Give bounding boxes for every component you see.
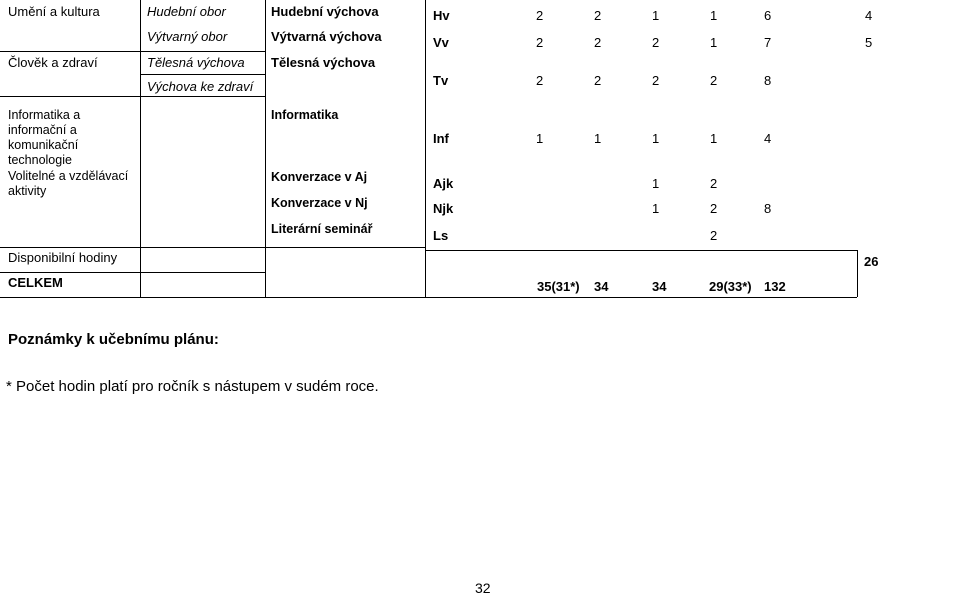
hour-cell: 2 xyxy=(536,73,544,88)
hour-cell: 1 xyxy=(652,131,660,146)
hour-cell: 2 xyxy=(710,73,718,88)
area-label: Volitelné a vzdělávací aktivity xyxy=(8,169,129,198)
extra-cell: 4 xyxy=(865,8,873,23)
total-cell: 7 xyxy=(764,35,772,50)
table-border xyxy=(0,51,265,52)
hour-cell: 1 xyxy=(652,176,660,191)
total-cell: 8 xyxy=(764,73,772,88)
table-border xyxy=(425,0,426,297)
table-border xyxy=(425,250,857,251)
area-label: Informatika a informační a komunikační technologie xyxy=(8,108,81,167)
page-number: 32 xyxy=(475,580,491,596)
celkem-hour: 34 xyxy=(594,279,609,294)
course-label: Literární seminář xyxy=(271,222,373,236)
disponibilni-label: Disponibilní hodiny xyxy=(8,250,118,265)
subject-label: Výchova ke zdraví xyxy=(147,79,254,94)
celkem-total: 132 xyxy=(764,279,786,294)
hour-cell: 1 xyxy=(536,131,544,146)
abbr-label: Njk xyxy=(433,201,454,216)
subject-label: Výtvarný obor xyxy=(147,29,228,44)
abbr-label: Ls xyxy=(433,228,449,243)
hour-cell: 1 xyxy=(710,131,718,146)
hour-cell: 2 xyxy=(536,8,544,23)
hour-cell: 1 xyxy=(652,8,660,23)
course-label: Výtvarná výchova xyxy=(271,29,382,44)
hour-cell: 2 xyxy=(652,73,660,88)
table-border xyxy=(0,96,265,97)
abbr-label: Inf xyxy=(433,131,449,146)
subject-label: Hudební obor xyxy=(147,4,226,19)
celkem-hour: 35(31*) xyxy=(537,279,580,294)
notes-text: * Počet hodin platí pro ročník s nástupem v sudém roce. xyxy=(6,378,379,395)
table-border xyxy=(0,247,425,248)
celkem-label: CELKEM xyxy=(8,275,63,290)
table-border xyxy=(140,0,141,297)
hour-cell: 2 xyxy=(652,35,660,50)
subject-label: Tělesná výchova xyxy=(147,55,245,70)
total-cell: 4 xyxy=(764,131,772,146)
hour-cell: 2 xyxy=(710,176,718,191)
area-label: Umění a kultura xyxy=(8,4,100,19)
celkem-hour: 29(33*) xyxy=(709,279,752,294)
abbr-label: Ajk xyxy=(433,176,454,191)
hour-cell: 2 xyxy=(710,201,718,216)
abbr-label: Tv xyxy=(433,73,449,88)
abbr-label: Vv xyxy=(433,35,449,50)
hour-cell: 2 xyxy=(536,35,544,50)
table-border xyxy=(0,297,857,298)
course-label: Konverzace v Aj xyxy=(271,170,368,184)
notes-title: Poznámky k učebnímu plánu: xyxy=(8,331,219,348)
hour-cell: 1 xyxy=(652,201,660,216)
course-label: Hudební výchova xyxy=(271,4,379,19)
disponibilni-value: 26 xyxy=(864,254,879,269)
course-label: Tělesná výchova xyxy=(271,55,376,70)
table-border xyxy=(265,0,266,297)
hour-cell: 1 xyxy=(710,35,718,50)
abbr-label: Hv xyxy=(433,8,450,23)
hour-cell: 2 xyxy=(594,8,602,23)
table-border xyxy=(857,250,858,297)
area-label: Člověk a zdraví xyxy=(8,55,98,70)
total-cell: 8 xyxy=(764,201,772,216)
hour-cell: 2 xyxy=(710,228,718,243)
course-label: Konverzace v Nj xyxy=(271,196,368,210)
total-cell: 6 xyxy=(764,8,772,23)
hour-cell: 2 xyxy=(594,35,602,50)
table-border xyxy=(140,74,265,75)
extra-cell: 5 xyxy=(865,35,873,50)
hour-cell: 1 xyxy=(710,8,718,23)
celkem-hour: 34 xyxy=(652,279,667,294)
course-label: Informatika xyxy=(271,108,339,122)
table-border xyxy=(0,272,265,273)
hour-cell: 1 xyxy=(594,131,602,146)
hour-cell: 2 xyxy=(594,73,602,88)
